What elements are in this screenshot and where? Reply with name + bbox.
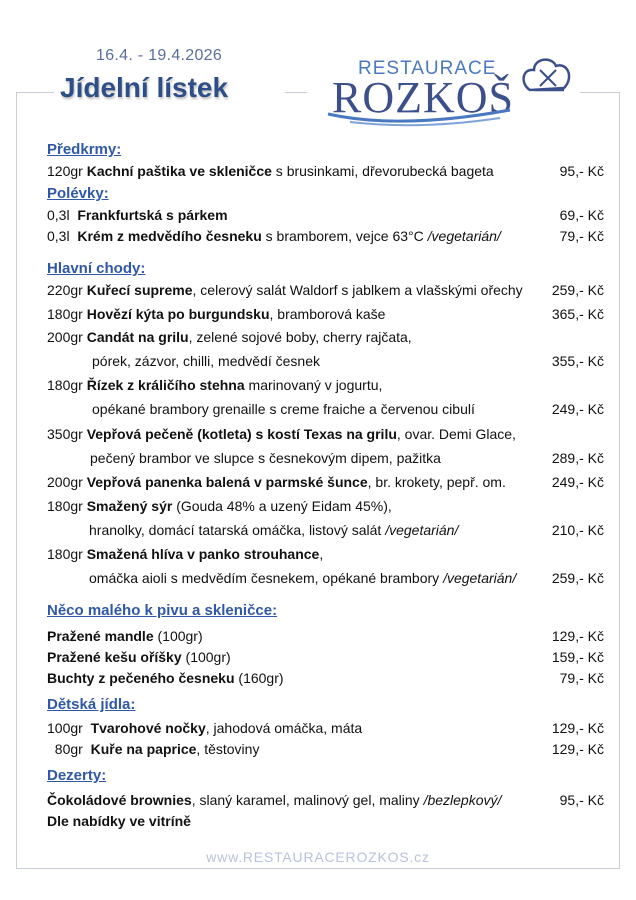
section-heading-detska: Dětská jídla: [47, 696, 136, 713]
menu-item: 200gr Vepřová panenka balená v parmské šunce, br. krokety, pepř. om. 249,- Kč [47, 474, 604, 490]
price: 249,- Kč [551, 401, 604, 417]
page-title: Jídelní lístek [60, 72, 229, 103]
menu-item: 200gr Candát na grilu, zelené sojové boby, cherry rajčata, [47, 329, 412, 345]
menu-item-continuation: omáčka aioli s medvědím česnekem, opékané brambory /vegetarián/ 259,- Kč [89, 570, 604, 586]
logo-subtitle: RESTAURACE [358, 58, 497, 79]
price: 129,- Kč [551, 628, 604, 644]
menu-item-continuation: hranolky, domácí tatarská omáčka, listový salát /vegetarián/ 210,- Kč [89, 522, 604, 538]
price: 159,- Kč [551, 649, 604, 665]
menu-item: Pražené mandle (100gr) 129,- Kč [47, 628, 604, 644]
section-heading-polevky: Polévky: [47, 185, 109, 202]
price: 95,- Kč [559, 792, 604, 808]
price: 79,- Kč [559, 228, 604, 244]
frame-border-right [619, 92, 620, 868]
price: 95,- Kč [559, 163, 604, 179]
price: 365,- Kč [551, 306, 604, 322]
section-heading-predkrmy: Předkrmy: [47, 141, 122, 158]
footer-website: www.RESTAURACEROZKOS.cz [206, 849, 430, 865]
section-heading-pivo: Něco malého k pivu a skleničce: [47, 602, 278, 619]
restaurant-logo [320, 50, 580, 130]
price: 79,- Kč [559, 670, 604, 686]
menu-item: 180gr Hovězí kýta po burgundsku, bramborová kaše 365,- Kč [47, 306, 604, 322]
chef-hat-icon [520, 54, 574, 102]
section-heading-hlavni: Hlavní chody: [47, 260, 146, 277]
price: 129,- Kč [551, 741, 604, 757]
logo-name: ROZKOŠ [332, 73, 515, 122]
menu-item: 100gr Tvarohové nočky, jahodová omáčka, máta 129,- Kč [47, 720, 604, 736]
menu-item: Dle nabídky ve vitríně [47, 813, 191, 829]
frame-border-bottom [16, 868, 620, 869]
price: 259,- Kč [551, 282, 604, 298]
frame-border-top [580, 92, 620, 93]
frame-border-top [16, 92, 54, 93]
price: 289,- Kč [551, 450, 604, 466]
frame-border-left [16, 92, 17, 868]
frame-border-top [285, 92, 307, 93]
menu-item: 0,3l Frankfurtská s párkem 69,- Kč [47, 207, 604, 223]
menu-item: 80gr Kuře na paprice, těstoviny 129,- Kč [54, 741, 604, 757]
menu-item: Pražené kešu oříšky (100gr) 159,- Kč [47, 649, 604, 665]
price: 69,- Kč [559, 207, 604, 223]
menu-item: Buchty z pečeného česneku (160gr) 79,- Kč [47, 670, 604, 686]
wave-icon [320, 104, 520, 128]
menu-item: 180gr Smažený sýr (Gouda 48% a uzený Eidam 45%), [47, 498, 392, 514]
menu-item: 180gr Smažená hlíva v panko strouhance, [47, 546, 324, 562]
date-range: 16.4. - 19.4.2026 [96, 47, 223, 64]
menu-item-continuation: pečený brambor ve slupce s česnekovým dipem, pažitka 289,- Kč [90, 450, 604, 466]
menu-item: 120gr Kachní paštika ve skleničce s brusinkami, dřevorubecká bageta 95,- Kč [47, 163, 604, 179]
price: 249,- Kč [551, 474, 604, 490]
price: 129,- Kč [551, 720, 604, 736]
price: 259,- Kč [551, 570, 604, 586]
menu-item-continuation: pórek, zázvor, chilli, medvědí česnek 355,- Kč [92, 353, 604, 369]
menu-item: 0,3l Krém z medvědího česneku s bramborem, vejce 63°C /vegetarián/ 79,- Kč [47, 228, 604, 244]
price: 355,- Kč [551, 353, 604, 369]
menu-item-continuation: opékané brambory grenaille s creme fraiche a červenou cibulí 249,- Kč [92, 401, 604, 417]
price: 210,- Kč [551, 522, 604, 538]
menu-item: 220gr Kuřecí supreme, celerový salát Waldorf s jablkem a vlašskými ořechy 259,- Kč [47, 282, 604, 298]
menu-item: 350gr Vepřová pečeně (kotleta) s kostí Texas na grilu, ovar. Demi Glace, [47, 426, 516, 442]
menu-item: Čokoládové brownies, slaný karamel, malinový gel, maliny /bezlepkový/ 95,- Kč [47, 792, 604, 808]
menu-item: 180gr Řízek z králičího stehna marinovaný v jogurtu, [47, 377, 383, 393]
section-heading-dezerty: Dezerty: [47, 767, 107, 784]
